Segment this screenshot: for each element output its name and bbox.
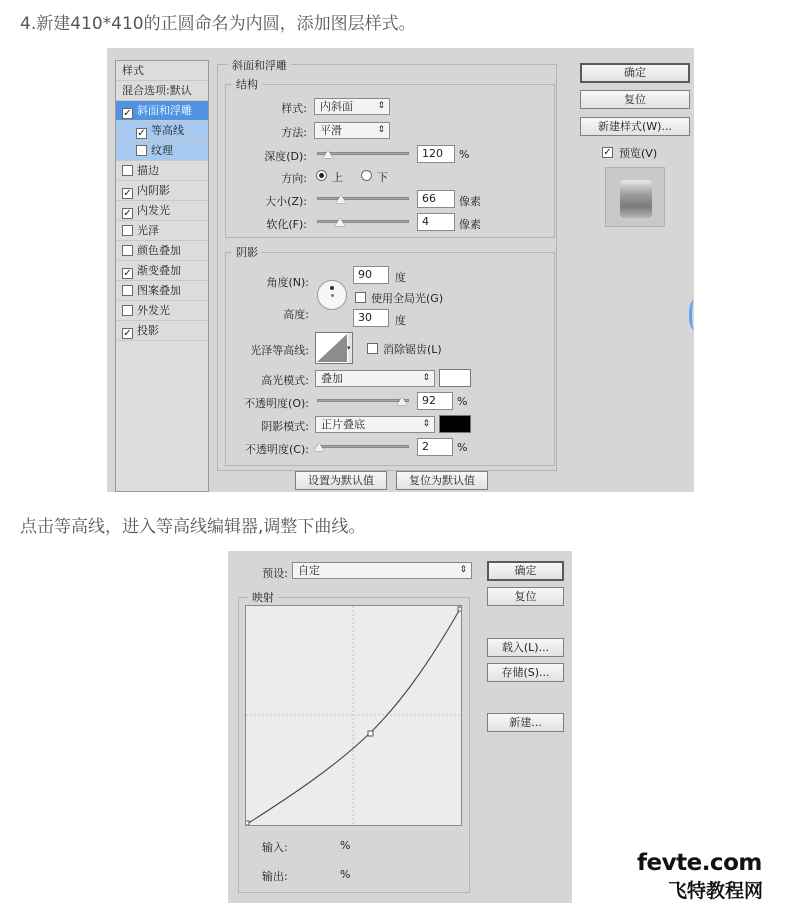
style-list-item[interactable] — [116, 181, 208, 201]
watermark-name: 飞特教程网 — [668, 880, 764, 902]
style-list-item-label: 纹理 — [151, 144, 173, 157]
direction-up-radio[interactable] — [316, 170, 327, 181]
style-list-item-label: 颜色叠加 — [137, 244, 181, 257]
angle-dial-marker — [330, 286, 334, 290]
svg-text:▾: ▾ — [347, 344, 351, 352]
global-light-checkbox[interactable] — [355, 292, 366, 303]
select-arrows-icon: ⇕ — [377, 101, 385, 111]
style-list-item[interactable] — [116, 301, 208, 321]
watermark-site: fevte.com — [637, 850, 762, 876]
input-unit: % — [340, 839, 351, 852]
shadow-opacity-label: 不透明度(C): — [245, 443, 309, 456]
contour-curve-svg[interactable] — [246, 606, 461, 825]
curve-point-end[interactable] — [458, 607, 461, 611]
technique-select[interactable] — [314, 122, 390, 139]
blend-options-item[interactable]: 混合选项:默认 — [116, 81, 208, 101]
contour-caption: 点击等高线，进入等高线编辑器,调整下曲线。 — [20, 517, 366, 537]
curve-point-mid[interactable] — [368, 731, 373, 736]
style-list — [115, 60, 209, 492]
shadow-mode-label: 阴影模式: — [261, 420, 309, 433]
highlight-opacity-unit: % — [457, 395, 468, 408]
preview-shape — [620, 180, 652, 218]
style-checkbox[interactable]: ✓ — [123, 268, 132, 279]
style-checkbox[interactable] — [122, 285, 133, 296]
style-checkbox[interactable] — [122, 225, 133, 236]
direction-label: 方向: — [281, 172, 307, 185]
soften-slider-knob[interactable] — [335, 218, 345, 226]
highlight-mode-label: 高光模式: — [261, 374, 309, 387]
style-list-item-label: 图案叠加 — [137, 284, 181, 297]
style-list-item-label: 等高线 — [151, 124, 184, 137]
shadow-mode-value: 正片叠底 — [321, 418, 365, 431]
altitude-unit: 度 — [395, 314, 406, 327]
contour-editor-dialog — [228, 551, 572, 903]
style-list-item[interactable] — [116, 141, 208, 161]
style-list-item[interactable] — [116, 201, 208, 221]
highlight-opacity-slider[interactable] — [317, 399, 409, 402]
size-slider[interactable] — [317, 197, 409, 200]
soften-unit: 像素 — [459, 218, 481, 231]
depth-unit: % — [459, 148, 470, 161]
size-input[interactable]: 66 — [417, 190, 455, 208]
make-default-button[interactable]: 设置为默认值 — [295, 471, 387, 490]
bevel-style-select[interactable] — [314, 98, 390, 115]
style-checkbox[interactable] — [122, 305, 133, 316]
style-list-item-label: 内发光 — [137, 204, 170, 217]
depth-input[interactable]: 120 — [417, 145, 455, 163]
style-list-item-label: 渐变叠加 — [137, 264, 181, 277]
gloss-contour-picker[interactable] — [315, 332, 353, 364]
select-arrows-icon: ⇕ — [422, 419, 430, 429]
layer-style-dialog — [107, 48, 694, 492]
style-list-item[interactable] — [116, 281, 208, 301]
depth-label: 深度(D): — [264, 150, 307, 163]
style-checkbox[interactable] — [136, 145, 147, 156]
altitude-label: 高度: — [283, 308, 309, 321]
style-list-item-label: 内阴影 — [137, 184, 170, 197]
antialias-label: 消除锯齿(L) — [383, 343, 442, 356]
style-checkbox[interactable]: ✓ — [123, 188, 132, 199]
size-unit: 像素 — [459, 195, 481, 208]
soften-slider[interactable] — [317, 220, 409, 223]
size-slider-knob[interactable] — [336, 195, 346, 203]
style-list-item[interactable] — [116, 101, 208, 121]
angle-dial[interactable] — [317, 280, 347, 310]
technique-value: 平滑 — [320, 124, 342, 137]
contour-reset-button[interactable]: 复位 — [487, 587, 564, 606]
angle-unit: 度 — [395, 271, 406, 284]
structure-title: 结构 — [232, 76, 262, 92]
antialias-checkbox[interactable] — [367, 343, 378, 354]
soften-input[interactable]: 4 — [417, 213, 455, 231]
contour-load-button[interactable]: 载入(L)... — [487, 638, 564, 657]
soften-label: 软化(F): — [266, 218, 307, 231]
preview-checkbox[interactable]: ✓ — [603, 147, 612, 158]
contour-new-button[interactable]: 新建... — [487, 713, 564, 732]
bevel-emboss-title: 斜面和浮雕 — [228, 57, 291, 73]
preset-value: 自定 — [298, 564, 320, 577]
mapping-title: 映射 — [248, 589, 278, 605]
shadow-color-swatch[interactable] — [439, 415, 471, 433]
select-arrows-icon: ⇕ — [459, 565, 467, 575]
highlight-color-swatch[interactable] — [439, 369, 471, 387]
highlight-mode-select[interactable] — [315, 370, 435, 387]
shadow-mode-select[interactable] — [315, 416, 435, 433]
angle-label: 角度(N): — [266, 276, 309, 289]
style-checkbox[interactable]: ✓ — [123, 108, 132, 119]
output-label: 输出: — [262, 870, 288, 883]
output-unit: % — [340, 868, 351, 881]
shading-title: 阴影 — [232, 244, 262, 260]
style-list-item[interactable] — [116, 161, 208, 181]
highlight-opacity-label: 不透明度(O): — [244, 397, 309, 410]
direction-up-label: 上 — [332, 171, 343, 184]
style-preview-thumbnail — [605, 167, 665, 227]
reset-default-button[interactable]: 复位为默认值 — [396, 471, 488, 490]
highlight-opacity-knob[interactable] — [397, 397, 407, 405]
curve-grid — [246, 606, 461, 825]
shadow-opacity-input[interactable]: 2 — [417, 438, 453, 456]
depth-slider-knob[interactable] — [323, 150, 333, 158]
technique-label: 方法: — [281, 126, 307, 139]
shadow-opacity-knob[interactable] — [314, 443, 324, 451]
preset-label: 预设: — [262, 567, 288, 580]
style-list-item[interactable] — [116, 221, 208, 241]
gloss-contour-label: 光泽等高线: — [250, 344, 309, 357]
style-checkbox[interactable]: ✓ — [137, 128, 146, 139]
preview-label: 预览(V) — [619, 147, 658, 160]
direction-down-label: 下 — [377, 171, 388, 184]
contour-save-button[interactable]: 存储(S)... — [487, 663, 564, 682]
angle-input[interactable]: 90 — [353, 266, 389, 284]
style-checkbox[interactable]: ✓ — [123, 208, 132, 219]
select-arrows-icon: ⇕ — [377, 125, 385, 135]
bevel-style-value: 内斜面 — [320, 100, 353, 113]
style-list-item-label: 斜面和浮雕 — [137, 104, 192, 117]
style-checkbox[interactable] — [122, 165, 133, 176]
shadow-opacity-unit: % — [457, 441, 468, 454]
curve-point-start[interactable] — [246, 821, 249, 825]
reset-button[interactable]: 复位 — [580, 90, 690, 109]
new-style-button[interactable]: 新建样式(W)... — [580, 117, 690, 136]
highlight-opacity-input[interactable]: 92 — [417, 392, 453, 410]
style-list-item[interactable] — [116, 241, 208, 261]
style-checkbox[interactable] — [122, 245, 133, 256]
style-list-header: 样式 — [116, 61, 208, 81]
contour-ok-button[interactable]: 确定 — [487, 561, 564, 581]
highlight-mode-value: 叠加 — [321, 372, 343, 385]
style-checkbox[interactable]: ✓ — [123, 328, 132, 339]
edge-highlight — [689, 300, 699, 330]
ok-button[interactable]: 确定 — [580, 63, 690, 83]
size-label: 大小(Z): — [265, 195, 307, 208]
shadow-opacity-slider[interactable] — [317, 445, 409, 448]
angle-dial-center — [331, 294, 334, 297]
select-arrows-icon: ⇕ — [422, 373, 430, 383]
gloss-contour-preview-icon — [316, 333, 352, 363]
style-label: 样式: — [281, 102, 307, 115]
style-list-item[interactable] — [116, 121, 208, 141]
style-list-item-label: 外发光 — [137, 304, 170, 317]
global-light-label: 使用全局光(G) — [371, 292, 444, 305]
style-list-item[interactable] — [116, 321, 208, 341]
style-list-item-label: 描边 — [137, 164, 159, 177]
input-label: 输入: — [262, 841, 288, 854]
direction-down-radio[interactable] — [361, 170, 372, 181]
style-list-item[interactable] — [116, 261, 208, 281]
contour-curve-graph[interactable] — [245, 605, 462, 826]
altitude-input[interactable]: 30 — [353, 309, 389, 327]
preset-select[interactable] — [292, 562, 472, 579]
style-list-item-label: 投影 — [137, 324, 159, 337]
style-list-item-label: 光泽 — [137, 224, 159, 237]
step-caption: 4.新建410*410的正圆命名为内圆，添加图层样式。 — [20, 14, 416, 34]
